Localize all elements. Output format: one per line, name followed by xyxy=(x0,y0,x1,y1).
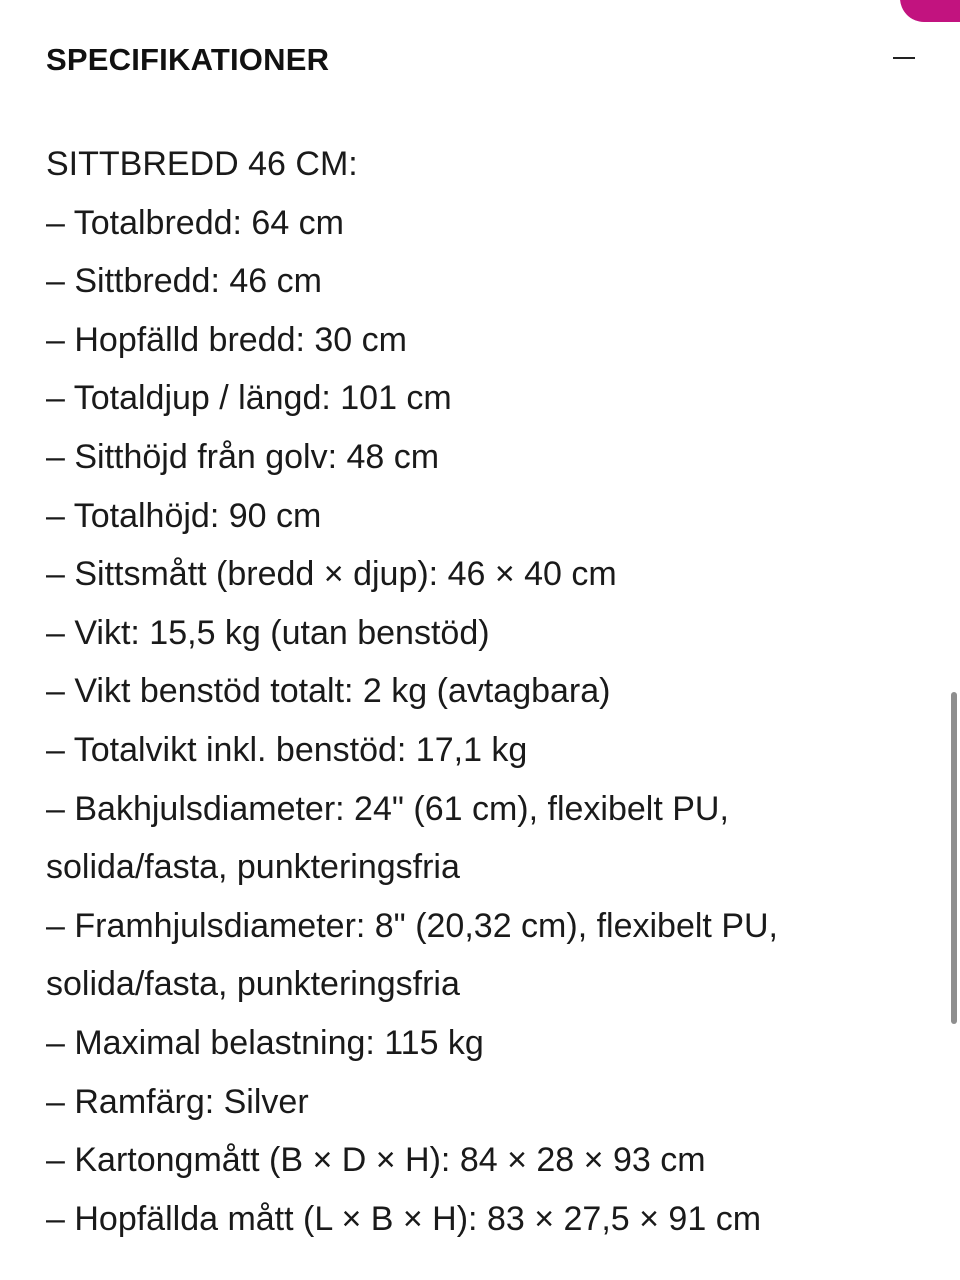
spec-line: – Totalhöjd: 90 cm xyxy=(46,496,322,535)
spec-line: – Sittsmått (bredd × djup): 46 × 40 cm xyxy=(46,555,617,594)
specifications-header[interactable] xyxy=(46,38,920,82)
spec-line: – Kartongmått (B × D × H): 84 × 28 × 93 cm xyxy=(46,1141,706,1180)
minus-icon xyxy=(893,57,915,59)
spec-line: – Totalvikt inkl. benstöd: 17,1 kg xyxy=(46,730,528,769)
spec-line: – Maximal belastning: 115 kg xyxy=(46,1023,484,1062)
spec-line: – Ramfärg: Silver xyxy=(46,1082,309,1121)
collapse-button[interactable] xyxy=(890,44,918,72)
spec-line: – Vikt: 15,5 kg (utan benstöd) xyxy=(46,613,490,652)
spec-line: – Sittbredd: 46 cm xyxy=(46,262,322,301)
spec-line: – Bakhjulsdiameter: 24" (61 cm), flexibelt PU, xyxy=(46,789,729,828)
spec-heading: SITTBREDD 46 CM: xyxy=(46,145,358,183)
spec-line: – Hopfällda mått (L × B × H): 83 × 27,5 × 91 cm xyxy=(46,1199,762,1238)
spec-line: solida/fasta, punkteringsfria xyxy=(46,848,460,887)
spec-line: – Framhjulsdiameter: 8" (20,32 cm), flexibelt PU, xyxy=(46,906,778,945)
specifications-content xyxy=(46,135,906,1248)
spec-line: – Totaldjup / längd: 101 cm xyxy=(46,379,452,418)
spec-line: – Hopfälld bredd: 30 cm xyxy=(46,320,407,359)
spec-line: – Totalbredd: 64 cm xyxy=(46,203,344,242)
scrollbar[interactable] xyxy=(951,692,957,1024)
accent-corner-shape xyxy=(900,0,960,22)
spec-line: – Sitthöjd från golv: 48 cm xyxy=(46,437,440,476)
spec-line: solida/fasta, punkteringsfria xyxy=(46,965,460,1004)
spec-line: – Vikt benstöd totalt: 2 kg (avtagbara) xyxy=(46,672,611,711)
section-title: SPECIFIKATIONER xyxy=(46,42,330,77)
